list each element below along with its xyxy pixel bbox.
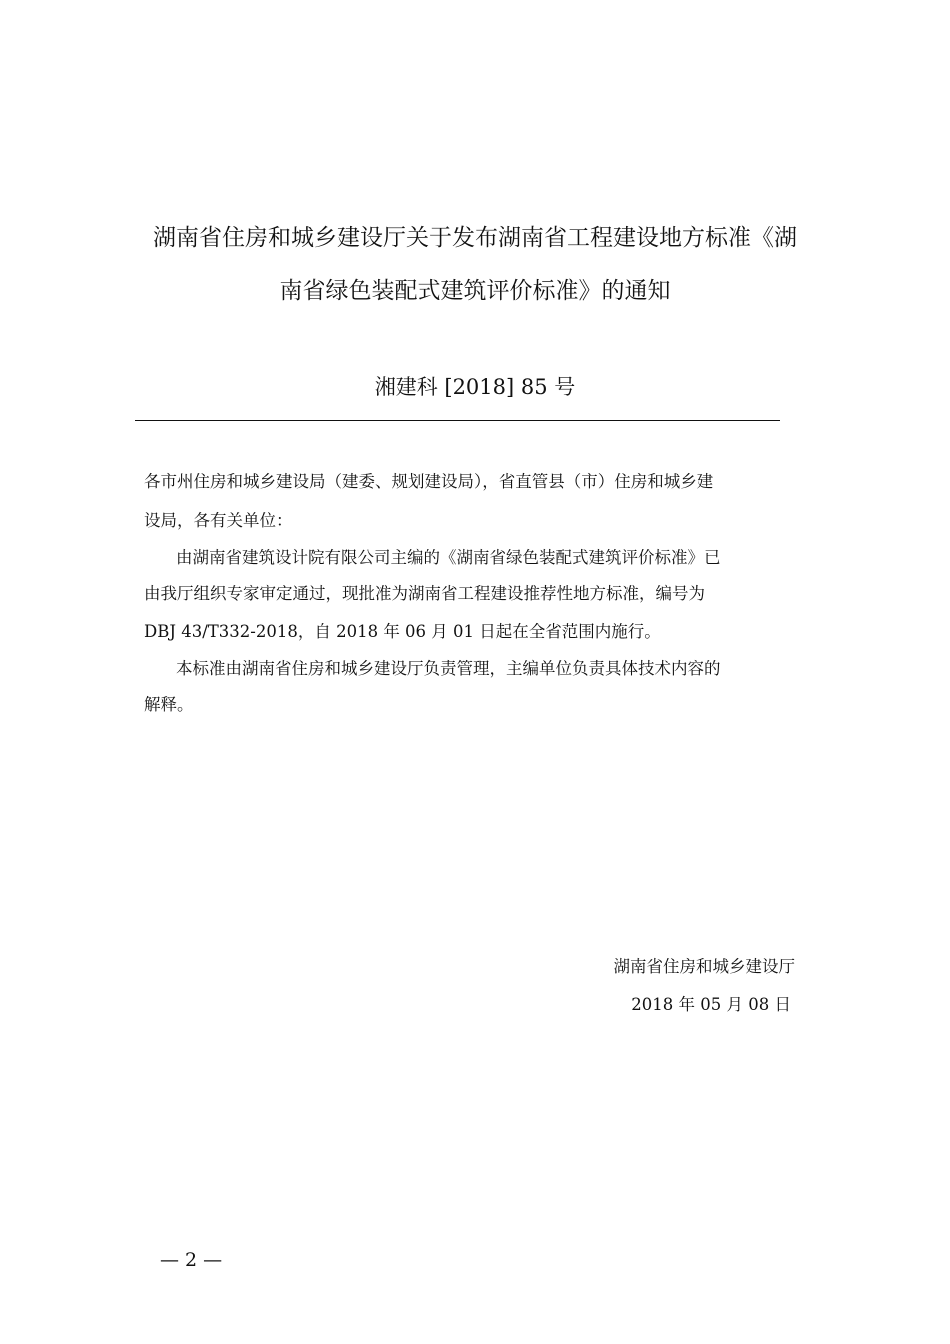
body-line: 由湖南省建筑设计院有限公司主编的《湖南省绿色装配式建筑评价标准》已 [176,548,721,567]
body-line: 各市州住房和城乡建设局（建委、规划建设局），省直管县（市）住房和城乡建 [144,472,714,491]
document-number: 湘建科 [2018] 85 号 [374,375,576,399]
body-line: DBJ 43/T332-2018，自 2018 年 06 月 01 日起在全省范围内施行。 [144,622,661,641]
body-line: 解释。 [144,695,194,714]
document-title-line-2: 南省绿色装配式建筑评价标准》的通知 [279,278,671,304]
body-line: 本标准由湖南省住房和城乡建设厅负责管理，主编单位负责具体技术内容的 [176,659,721,678]
body-line: 由我厅组织专家审定通过，现批准为湖南省工程建设推荐性地方标准，编号为 [144,584,705,603]
page-number: — 2 — [160,1249,223,1271]
body-line: 设局，各有关单位： [144,511,293,530]
document-title-line-1: 湖南省住房和城乡建设厅关于发布湖南省工程建设地方标准《湖 [153,225,797,251]
signer-organization: 湖南省住房和城乡建设厅 [613,957,795,976]
header-divider [135,420,780,421]
signing-date: 2018 年 05 月 08 日 [631,995,791,1014]
